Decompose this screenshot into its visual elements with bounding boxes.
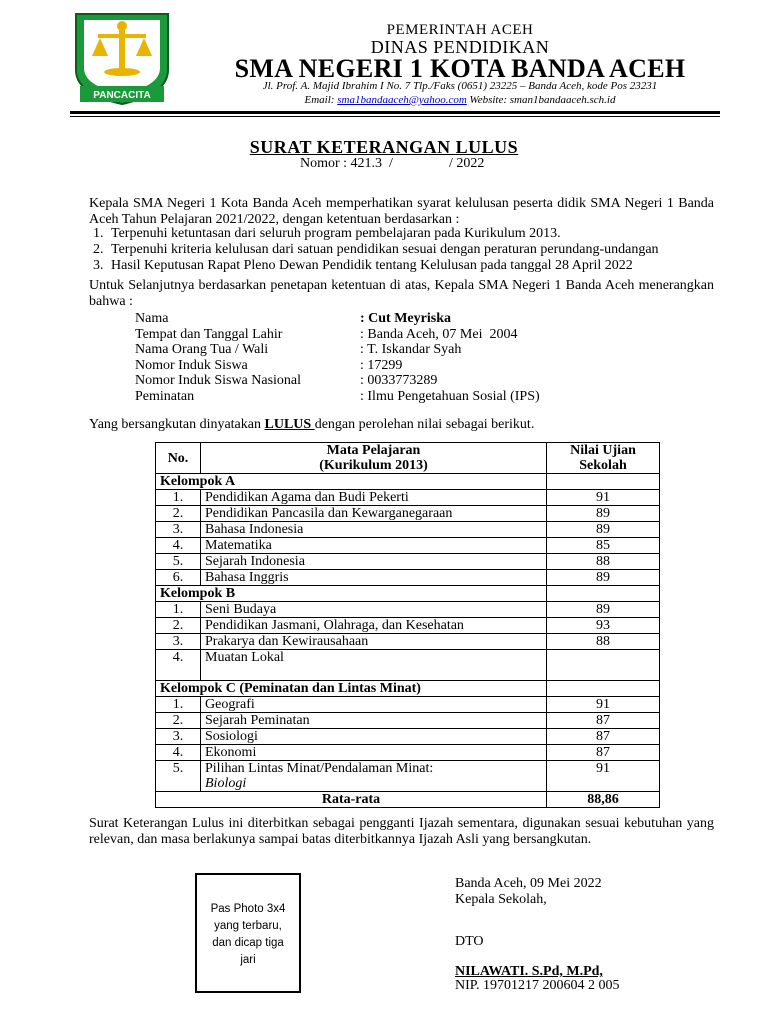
header-rule-thick — [70, 111, 720, 114]
table-row: 3. Sosiologi 87 — [156, 729, 660, 745]
document-title: SURAT KETERANGAN LULUS — [249, 137, 519, 157]
sign-nip: NIP. 19701217 200604 2 005 — [455, 978, 620, 993]
table-row: 4. Matematika 85 — [156, 538, 660, 554]
header-department: DINAS PENDIDIKAN — [370, 37, 550, 57]
result-status: LULUS — [264, 417, 315, 432]
group-row-a: Kelompok A — [156, 474, 660, 490]
logo-text: PANCACITA — [93, 90, 151, 101]
sign-place-date: Banda Aceh, 09 Mei 2022 — [455, 876, 602, 891]
email-label: Email: — [304, 94, 335, 106]
identity-row-name: Nama : Cut Meyriska — [135, 311, 451, 326]
table-row: 4. Ekonomi 87 — [156, 745, 660, 761]
table-row: 2. Pendidikan Jasmani, Olahraga, dan Kesehatan 93 — [156, 618, 660, 634]
table-row: 2. Sejarah Peminatan 87 — [156, 713, 660, 729]
list-item: 2. Terpenuhi kriteria kelulusan dari satuan pendidikan sesuai dengan peraturan perundang-undangan — [93, 242, 659, 257]
sign-role: Kepala Sekolah, — [455, 892, 547, 907]
list-item: 3. Hasil Keputusan Rapat Pleno Dewan Pendidik tentang Kelulusan pada tanggal 28 April 2022 — [93, 258, 633, 273]
school-logo — [70, 10, 174, 106]
group-row-c: Kelompok C (Peminatan dan Lintas Minat) — [156, 681, 660, 697]
result-sentence: Yang bersangkutan dinyatakan LULUS dengan perolehan nilai sebagai berikut. — [89, 417, 535, 432]
header-school-name: SMA NEGERI 1 KOTA BANDA ACEH — [234, 54, 686, 83]
student-identity — [135, 311, 540, 404]
table-row: 5. Sejarah Indonesia 88 — [156, 554, 660, 570]
table-row: 1. Pendidikan Agama dan Budi Pekerti 91 — [156, 490, 660, 506]
header-rule-thin — [70, 116, 720, 117]
criteria-list — [89, 226, 729, 274]
grades-table — [155, 442, 660, 808]
table-header-row: No. Mata Pelajaran (Kurikulum 2013) Nilai Ujian Sekolah — [156, 443, 660, 474]
table-row: 1. Seni Budaya 89 — [156, 602, 660, 618]
identity-row-parent: Nama Orang Tua / Wali : T. Iskandar Syah — [135, 342, 462, 357]
table-row: 2. Pendidikan Pancasila dan Kewarganegaraan 89 — [156, 506, 660, 522]
identity-row-birth: Tempat dan Tanggal Lahir : Banda Aceh, 07 Mei 2004 — [135, 326, 518, 342]
header-government: PEMERINTAH ACEH — [386, 22, 534, 38]
sign-dto: DTO — [455, 934, 484, 949]
table-row: 1. Geografi 91 — [156, 697, 660, 713]
table-row: 5. Pilihan Lintas Minat/Pendalaman Minat: Biologi 91 — [156, 761, 660, 792]
table-row: 6. Bahasa Inggris 89 — [156, 570, 660, 586]
document-number: Nomor : 421.3 / / 2022 — [300, 156, 485, 171]
identity-row-major: Peminatan : Ilmu Pengetahuan Sosial (IPS) — [135, 388, 540, 404]
average-row: Rata-rata 88,86 — [156, 792, 660, 808]
header-address: Jl. Prof. A. Majid Ibrahim I No. 7 Tlp./Faks (0651) 23225 – Banda Aceh, kode Pos 23231 — [262, 80, 658, 92]
identity-row-nis: Nomor Induk Siswa : 17299 — [135, 357, 403, 373]
identity-row-nisn: Nomor Induk Siswa Nasional : 0033773289 — [135, 373, 438, 388]
header-contact — [180, 94, 740, 106]
closing-paragraph: Surat Keterangan Lulus ini diterbitkan sebagai pengganti Ijazah sementara, digunakan sesuai kebutuhan yang relevan, dan masa berlakunya sampai batas diterbitkannya Ijazah Asli yang bersangkutan. — [89, 816, 714, 847]
table-row: 3. Bahasa Indonesia 89 — [156, 522, 660, 538]
table-row: 4. Muatan Lokal — [156, 650, 660, 681]
photo-placeholder: Pas Photo 3x4 yang terbaru, dan dicap tiga jari — [195, 873, 301, 993]
email-link[interactable]: sma1bandaaceh@yahoo.com — [337, 94, 467, 106]
table-row: 3. Prakarya dan Kewirausahaan 88 — [156, 634, 660, 650]
website-text: Website: sman1bandaaceh.sch.id — [469, 94, 616, 106]
sign-name: NILAWATI. S.Pd, M.Pd, — [455, 964, 603, 979]
list-item: 1. Terpenuhi ketuntasan dari seluruh program pembelajaran pada Kurikulum 2013. — [93, 226, 561, 241]
intro-paragraph: Kepala SMA Negeri 1 Kota Banda Aceh memperhatikan syarat kelulusan peserta didik SMA Negeri 1 Banda Aceh Tahun Pelajaran 2021/2022, dengan ketentuan berdasarkan : — [89, 196, 714, 227]
statement-paragraph: Untuk Selanjutnya berdasarkan penetapan ketentuan di atas, Kepala SMA Negeri 1 Banda Aceh menerangkan bahwa : — [89, 278, 714, 309]
group-row-b: Kelompok B — [156, 586, 660, 602]
